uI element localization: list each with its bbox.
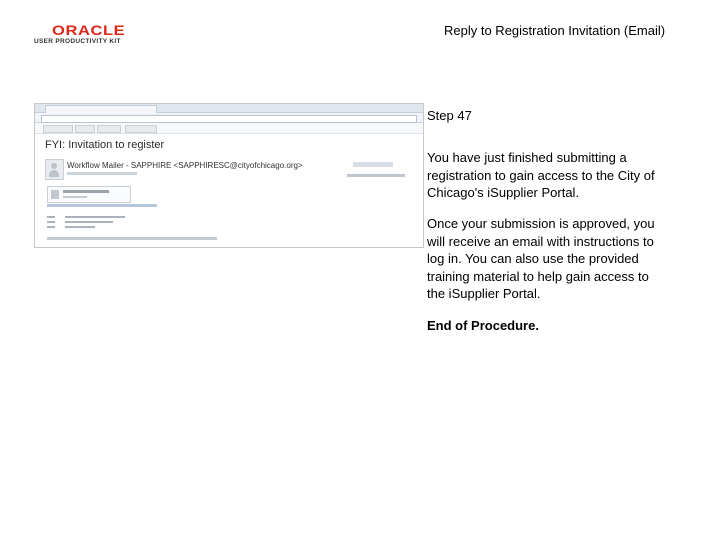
end-of-procedure: End of Procedure.: [427, 318, 539, 333]
email-sender: Workflow Mailer - SAPPHIRE <SAPPHIRESC@cityofchicago.org>: [67, 161, 303, 170]
browser-tab: [45, 105, 157, 113]
instruction-line: log in. You can also use the provided: [427, 251, 639, 266]
delete-button: [75, 125, 95, 133]
email-screenshot: [34, 103, 424, 248]
reply-control: [353, 162, 393, 167]
instruction-line: registration to gain access to the City of: [427, 167, 655, 183]
attachment-file-icon: [51, 190, 59, 199]
header-values: [65, 216, 125, 231]
move-button: [125, 125, 157, 133]
attachment-size: [63, 196, 87, 198]
instruction-line: Once your submission is approved, you: [427, 216, 655, 231]
browser-tab-bar: [35, 104, 423, 113]
junk-button: [97, 125, 121, 133]
attachment: [47, 186, 131, 203]
step-number: Step 47: [427, 108, 472, 123]
email-subject: FYI: Invitation to register: [45, 139, 165, 151]
email-body-line: [47, 237, 217, 240]
instruction-line: will receive an email with instructions to: [427, 233, 654, 249]
instruction-line: You have just finished submitting a: [427, 150, 627, 165]
reply-all-button: [43, 125, 73, 133]
page-title: Reply to Registration Invitation (Email): [444, 23, 666, 38]
email-date: [347, 174, 405, 177]
oracle-wordmark: ORACLE: [52, 22, 126, 38]
instruction-line: Chicago's iSupplier Portal.: [427, 185, 580, 200]
instruction-line: the iSupplier Portal.: [427, 286, 541, 301]
upk-product-name: USER PRODUCTIVITY KIT: [34, 38, 121, 45]
address-field: [41, 115, 417, 123]
attachment-links: [47, 204, 157, 207]
sender-address-line: [67, 172, 137, 175]
oracle-upk-logo: [34, 22, 124, 46]
instruction-paragraph-2: [427, 215, 689, 303]
browser-address-bar: [35, 113, 423, 123]
header-labels: [47, 216, 50, 231]
instruction-line: training material to help gain access to: [427, 268, 649, 284]
attachment-name: [63, 190, 109, 193]
sender-avatar-icon: [45, 159, 64, 180]
instruction-paragraph-1: [427, 149, 689, 202]
mail-toolbar: [35, 123, 423, 134]
